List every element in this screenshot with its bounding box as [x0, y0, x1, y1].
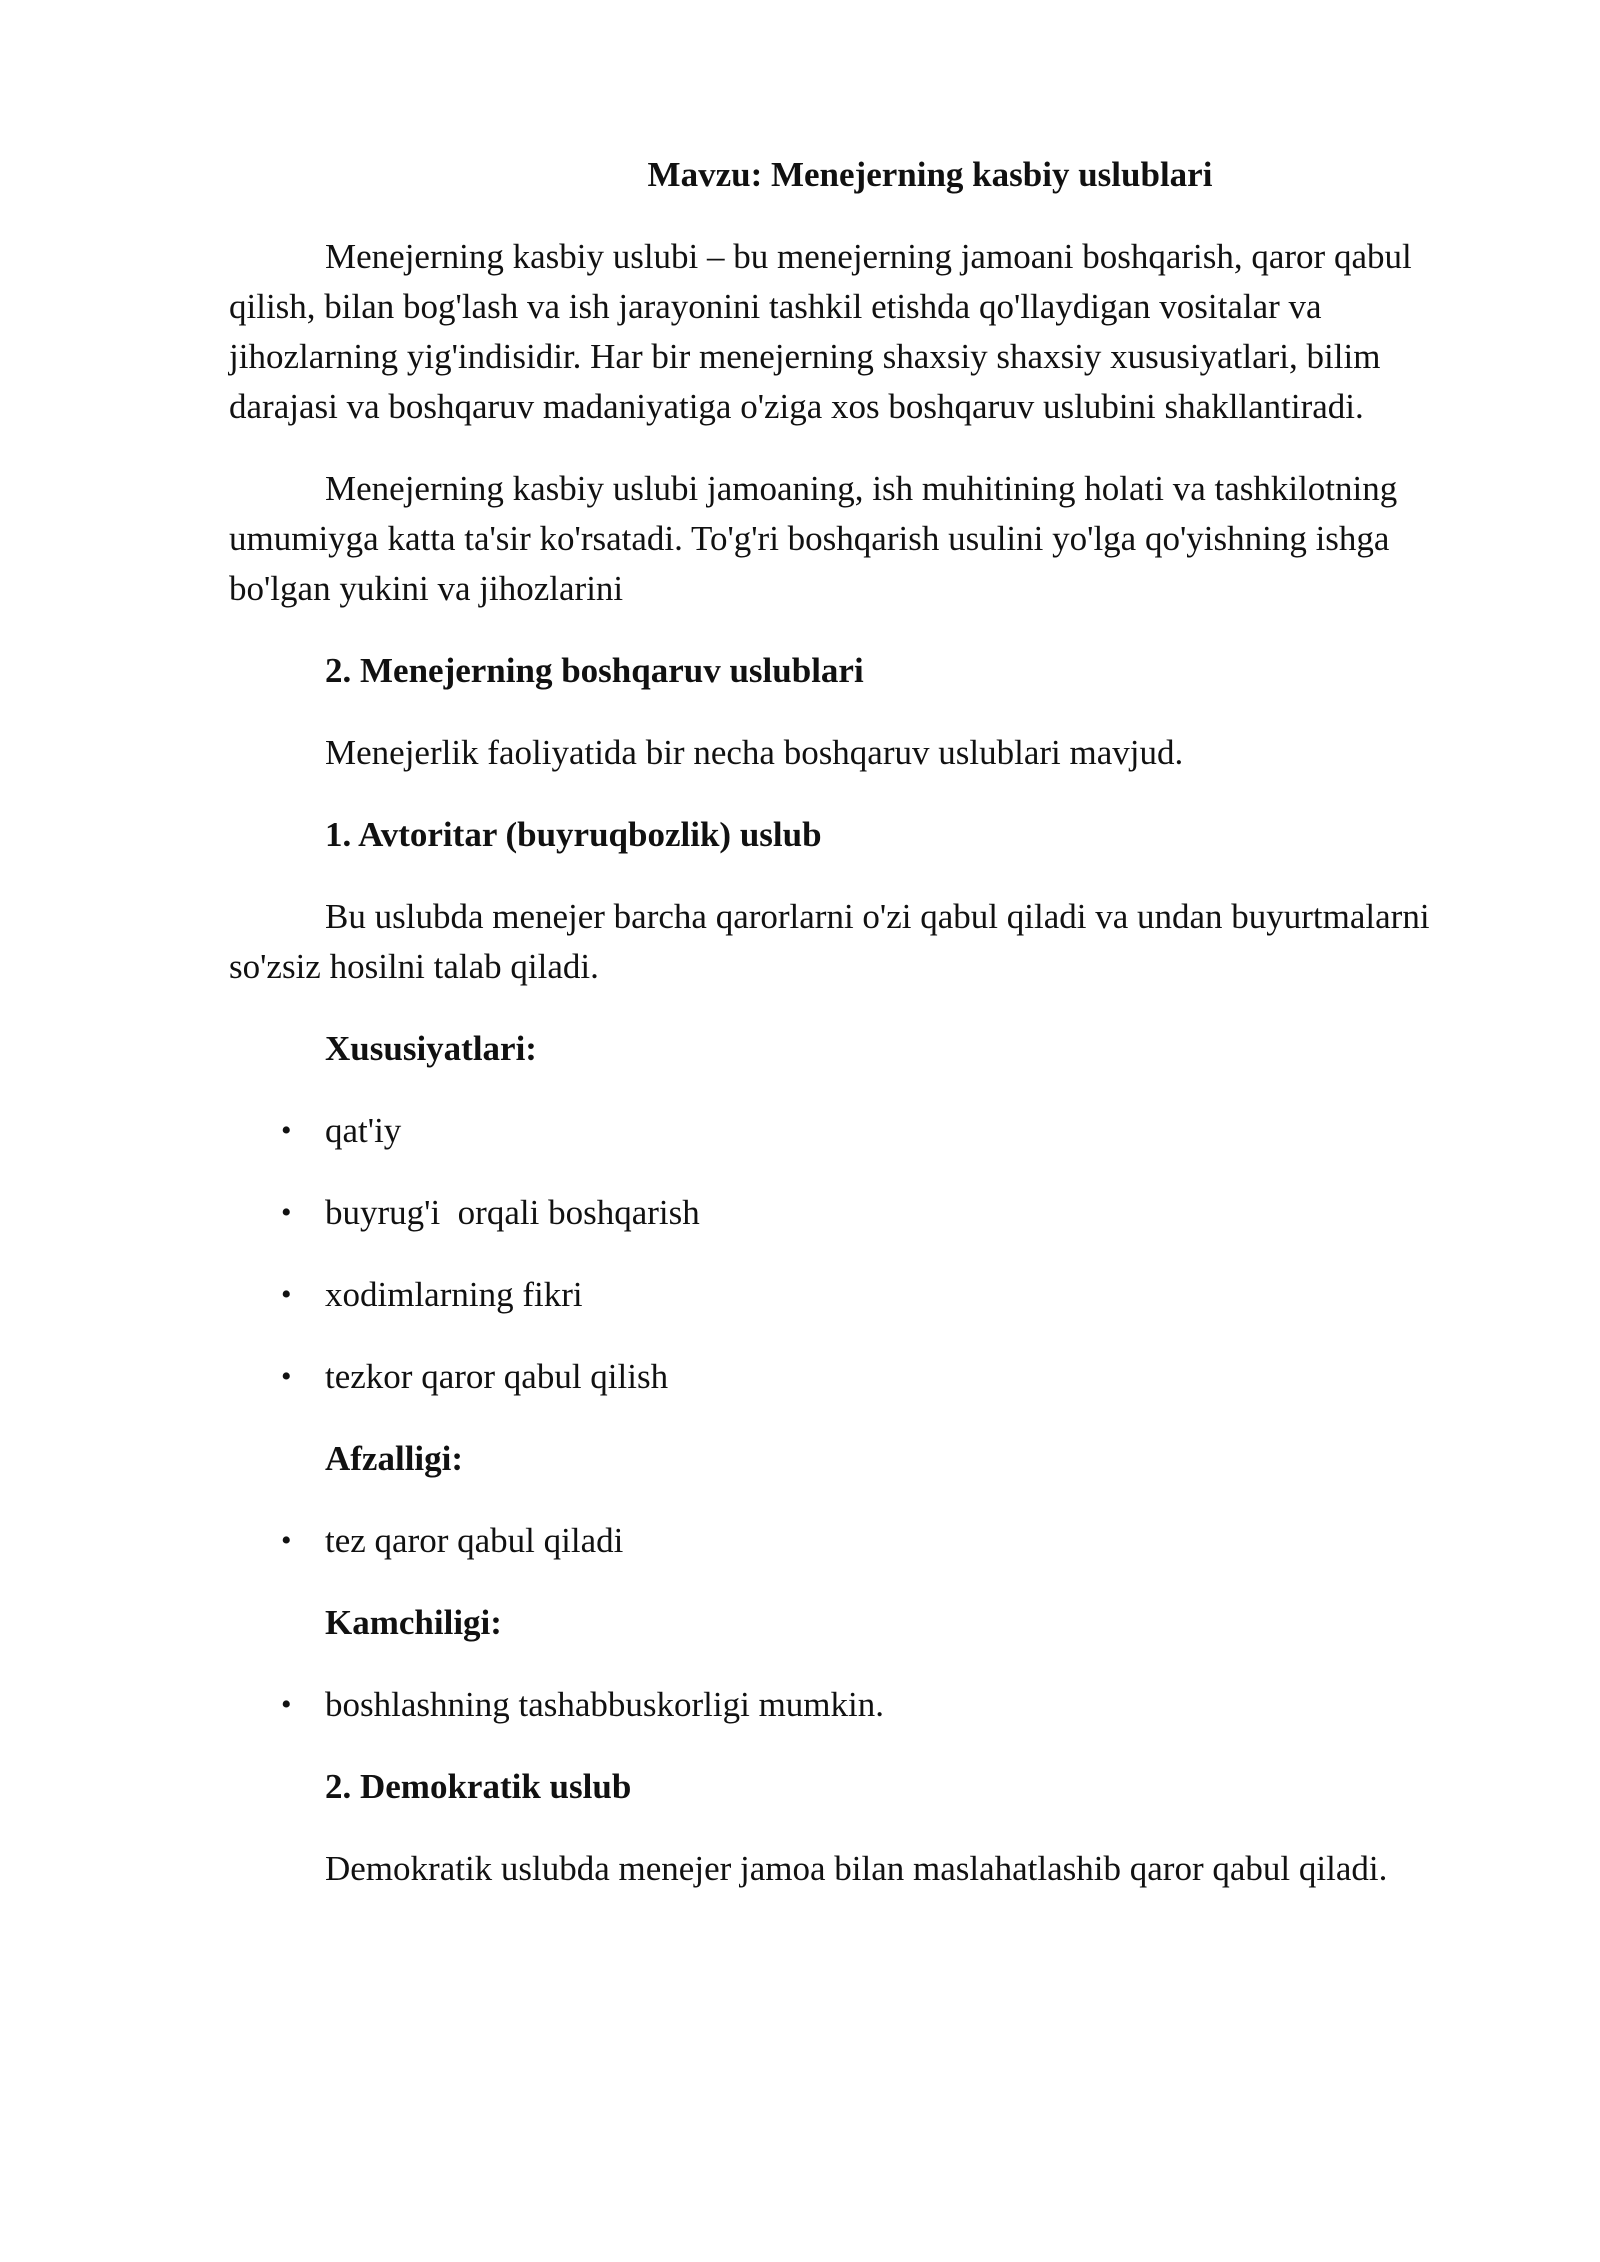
section-heading: 2. Menejerning boshqaruv uslublari — [325, 651, 864, 690]
features-heading: Xususiyatlari: — [325, 1029, 537, 1068]
style-2-text: Demokratik uslubda menejer jamoa bilan maslahatlashib qaror qabul qiladi. — [325, 1849, 1388, 1888]
document-title: Mavzu: Menejerning kasbiy uslublari — [647, 155, 1213, 194]
bullet-icon: • — [281, 1360, 292, 1393]
bullet-icon: • — [281, 1278, 292, 1311]
list-item — [229, 1352, 1491, 1402]
style-2-heading: 2. Demokratik uslub — [325, 1767, 632, 1806]
list-item — [229, 1188, 1491, 1238]
disadvantages-list — [229, 1680, 1491, 1730]
list-item-text: tezkor qaror qabul qilish — [325, 1357, 669, 1396]
list-item-text: tez qaror qabul qiladi — [325, 1521, 624, 1560]
list-item — [229, 1270, 1491, 1320]
list-item — [229, 1680, 1491, 1730]
paragraph-impact: Menejerning kasbiy uslubi jamoaning, ish muhitining holati va tashkilotning umumiyga katta ta'sir ko'rsatadi. To'g'ri boshqarish usulini yo'lga qo'yishning ishga bo'lgan yukini va jihozlarini — [229, 469, 1398, 608]
list-item-text: xodimlarning fikri — [325, 1275, 583, 1314]
features-list — [229, 1106, 1491, 1402]
disadvantage-heading: Kamchiligi: — [325, 1603, 502, 1642]
bullet-icon: • — [281, 1524, 292, 1557]
list-item — [229, 1106, 1491, 1156]
advantages-list — [229, 1516, 1491, 1566]
style-1-text: Bu uslubda menejer barcha qarorlarni o'zi qabul qiladi va undan buyurtmalarni so'zsiz hosilni talab qiladi. — [229, 897, 1430, 986]
list-item-text: qat'iy — [325, 1111, 402, 1150]
advantage-heading: Afzalligi: — [325, 1439, 464, 1478]
bullet-icon: • — [281, 1688, 292, 1721]
bullet-icon: • — [281, 1114, 292, 1147]
paragraph-intro: Menejerning kasbiy uslubi – bu menejerning jamoani boshqarish, qaror qabul qilish, bilan bog'lash va ish jarayonini tashkil etishda qo'llaydigan vositalar va jihozlarning yig'indisidir. Har bir menejerning shaxsiy shaxsiy xususiyatlari, bilim darajasi va boshqaruv madaniyatiga o'ziga xos boshqaruv uslubini shakllantiradi. — [229, 237, 1412, 426]
section-intro: Menejerlik faoliyatida bir necha boshqaruv uslublari mavjud. — [325, 733, 1184, 772]
style-1-heading: 1. Avtoritar (buyruqbozlik) uslub — [325, 815, 822, 854]
list-item — [229, 1516, 1491, 1566]
list-item-text: buyrug'i orqali boshqarish — [325, 1193, 700, 1232]
list-item-text: boshlashning tashabbuskorligi mumkin. — [325, 1685, 885, 1724]
document-page — [229, 150, 1491, 1926]
bullet-icon: • — [281, 1196, 292, 1229]
